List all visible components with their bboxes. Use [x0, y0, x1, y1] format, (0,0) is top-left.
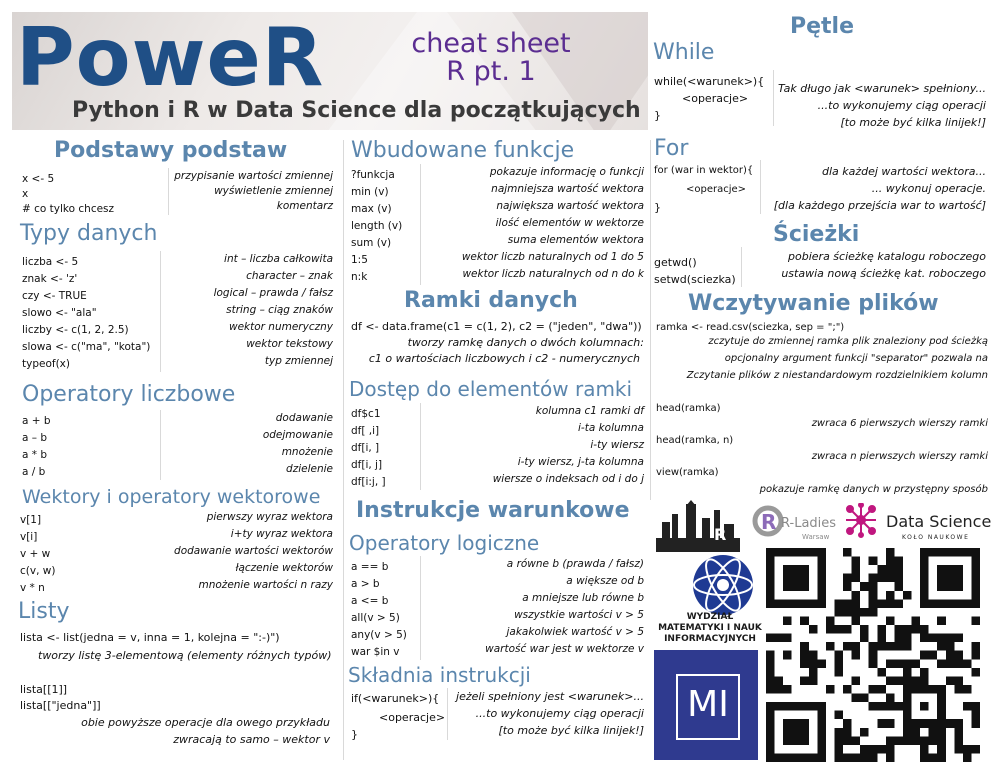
section-title-operatory: Operatory liczbowe [22, 382, 236, 407]
code-description: wektor liczb naturalnych od 1 do 5 [461, 251, 644, 263]
code-snippet: n:k [351, 271, 368, 283]
code-snippet: df[i:j, ] [351, 476, 386, 488]
column-divider [650, 140, 651, 500]
code-snippet: a / b [22, 466, 46, 478]
divider [447, 688, 448, 740]
code-snippet: df[i, j] [351, 459, 383, 471]
code-snippet: v + w [20, 548, 51, 560]
path-desc: pobiera ścieżkę katalogu roboczego [788, 250, 986, 263]
faculty-line: MATEMATYKI I NAUK [658, 623, 762, 633]
read-desc: pokazuje ramkę danych w przystępny sposób [759, 484, 988, 495]
section-title-wbudowane: Wbudowane funkcje [351, 138, 575, 163]
code-description: komentarz [276, 200, 333, 212]
code-description: wartość war jest w wektorze v [485, 643, 644, 655]
code-description: string – ciąg znaków [226, 304, 333, 316]
section-title-typy: Typy danych [20, 221, 158, 246]
column-divider [343, 140, 344, 760]
code-snippet: a <= b [351, 595, 389, 607]
cheat-line-2: R pt. 1 [446, 56, 536, 87]
code-snippet: a * b [22, 449, 48, 461]
code-description: a mniejsze lub równe b [522, 592, 644, 604]
code-description: mnożenie wartości n razy [198, 579, 333, 591]
code-snippet: min (v) [351, 186, 389, 198]
code-snippet: slowa <- c("ma", "kota") [22, 341, 151, 353]
faculty-name [654, 612, 766, 645]
while-code: while(<warunek>){ [654, 75, 765, 88]
code-snippet: all(v > 5) [351, 612, 400, 624]
frame-desc: c1 o wartościach liczbowych i c2 - numerycznych [368, 352, 640, 365]
for-desc: dla każdej wartości wektora... [821, 165, 986, 178]
section-title-petle: Pętle [790, 14, 855, 39]
cheat-sheet-title [406, 30, 576, 86]
code-description: suma elementów wektora [507, 234, 644, 246]
code-description: mnożenie [281, 446, 333, 458]
list-code: lista[["jedna"]] [20, 699, 101, 712]
code-description: wektor liczb naturalnych od n do k [462, 268, 644, 280]
section-title-skladnia: Składnia instrukcji [348, 663, 531, 687]
code-snippet: # co tylko chcesz [22, 203, 115, 215]
banner-subtitle: Python i R w Data Science dla początkujących [72, 98, 641, 123]
code-description: i-ty wiersz, j-ta kolumna [517, 456, 644, 468]
code-snippet: war $in v [351, 646, 400, 658]
section-title-ramki: Ramki danych [404, 288, 578, 313]
code-snippet: a + b [22, 415, 51, 427]
for-code: for (war in wektor){ [654, 165, 754, 176]
section-title-sciezki: Ścieżki [773, 222, 860, 247]
code-snippet: v[1] [20, 514, 42, 526]
header-banner [12, 12, 648, 130]
qr-code[interactable] [766, 548, 980, 762]
rladies-city: Warsaw [802, 533, 830, 541]
code-snippet: any(v > 5) [351, 629, 407, 641]
if-desc: [to może być kilka linijek!] [498, 724, 644, 737]
list-desc: tworzy listę 3-elementową (elementy różnych typów) [38, 649, 332, 662]
code-snippet: x [22, 188, 29, 200]
code-snippet: slowo <- "ala" [22, 307, 97, 319]
code-description: wszystkie wartości v > 5 [514, 609, 644, 621]
code-snippet: a – b [22, 432, 48, 444]
if-desc: ...to wykonujemy ciąg operacji [475, 707, 644, 720]
code-description: logical – prawda / fałsz [213, 287, 333, 299]
if-code: } [351, 728, 358, 741]
code-description: a równe b (prawda / fałsz) [506, 558, 644, 570]
code-snippet: df[i, ] [351, 442, 380, 454]
path-desc: ustawia nową ścieżkę kat. roboczego [781, 267, 986, 280]
faculty-emblem [688, 552, 758, 618]
read-desc: zwraca 6 pierwszych wierszy ramki [811, 418, 988, 429]
read-code: ramka <- read.csv(sciezka, sep = ";") [656, 322, 845, 333]
code-description: najmniejsza wartość wektora [491, 183, 644, 195]
frame-code: df <- data.frame(c1 = c(1, 2), c2 = ("jeden", "dwa")) [351, 320, 642, 333]
code-description: a większe od b [566, 575, 644, 587]
section-title-podstawy: Podstawy podstaw [54, 138, 288, 163]
code-snippet: max (v) [351, 203, 392, 215]
code-snippet: ?funkcja [351, 169, 395, 181]
divider [760, 160, 761, 214]
faculty-line: INFORMACYJNYCH [664, 634, 756, 644]
divider [420, 403, 421, 490]
code-description: i-ta kolumna [578, 422, 644, 434]
code-description: wektor tekstowy [246, 338, 333, 350]
code-description: łączenie wektorów [235, 562, 333, 574]
list-desc: zwracają to samo – wektor v [173, 733, 330, 746]
for-code: <operacje> [686, 184, 747, 195]
code-snippet: v[i] [20, 531, 38, 543]
mi-logo [654, 650, 758, 760]
list-code: lista <- list(jedna = v, inna = 1, kolejna = ":-)") [20, 631, 280, 644]
section-title-listy: Listy [18, 599, 70, 624]
read-desc: zczytuje do zmiennej ramka plik znaleziony pod ścieżką [708, 336, 988, 347]
for-code: } [654, 201, 661, 214]
divider [160, 410, 161, 480]
read-code: view(ramka) [656, 467, 719, 478]
code-description: odejmowanie [262, 429, 333, 441]
frame-desc: tworzy ramkę danych o dwóch kolumnach: [407, 336, 644, 349]
list-code: lista[[1]] [20, 683, 68, 696]
code-description: pokazuje informację o funkcji [489, 166, 644, 178]
while-code: <operacje> [682, 92, 749, 105]
while-desc: ...to wykonujemy ciąg operacji [817, 99, 986, 112]
divider [420, 164, 421, 285]
city-skyline-logo [656, 500, 740, 552]
code-snippet: liczba <- 5 [22, 256, 79, 268]
code-snippet: czy <- TRUE [22, 290, 87, 302]
section-title-wczytywanie: Wczytywanie plików [688, 291, 939, 316]
data-science-sublabel: KOŁO NAUKOWE [902, 534, 970, 541]
while-desc: Tak długo jak <warunek> spełniony... [778, 82, 986, 95]
svg-text:R: R [761, 510, 777, 534]
code-description: największa wartość wektora [496, 200, 644, 212]
divider [773, 70, 774, 126]
code-snippet: a == b [351, 561, 389, 573]
read-code: head(ramka, n) [656, 435, 734, 446]
list-desc: obie powyższe operacje dla owego przykładu [81, 716, 330, 729]
divider [160, 251, 161, 372]
divider [420, 556, 421, 660]
for-desc: ... wykonuj operacje. [871, 182, 986, 195]
section-title-while: While [653, 40, 715, 65]
code-description: wiersze o indeksach od i do j [492, 473, 644, 485]
code-snippet: c(v, w) [20, 565, 56, 577]
path-code: getwd() [654, 256, 697, 269]
code-snippet: df[ ,i] [351, 425, 380, 437]
code-description: i+ty wyraz wektora [230, 528, 333, 540]
code-description: wyświetlenie zmiennej [214, 185, 333, 197]
code-snippet: v * n [20, 582, 45, 594]
rladies-label: R-Ladies [781, 516, 837, 531]
code-description: kolumna c1 ramki df [535, 405, 644, 417]
section-title-wektory: Wektory i operatory wektorowe [22, 486, 321, 508]
code-snippet: length (v) [351, 220, 403, 232]
if-desc: jeżeli spełniony jest <warunek>... [456, 690, 644, 703]
section-title-dostep: Dostęp do elementów ramki [349, 377, 633, 401]
while-desc: [to może być kilka linijek!] [840, 116, 986, 129]
code-snippet: typeof(x) [22, 358, 70, 370]
code-description: i-ty wiersz [590, 439, 644, 451]
code-snippet: 1:5 [351, 254, 368, 266]
if-code: if(<warunek>){ [351, 692, 440, 705]
faculty-line: WYDZIAŁ [686, 612, 734, 622]
code-description: character – znak [246, 270, 333, 282]
read-desc: zwraca n pierwszych wierszy ramki [811, 451, 988, 462]
code-snippet: znak <- 'z' [22, 273, 78, 285]
code-description: typ zmiennej [264, 355, 333, 367]
code-description: ilość elementów w wektorze [495, 217, 644, 229]
code-snippet: sum (v) [351, 237, 392, 249]
section-title-logiczne: Operatory logiczne [349, 531, 540, 555]
code-snippet: x <- 5 [22, 173, 55, 185]
code-description: dodawanie wartości wektorów [174, 545, 333, 557]
divider [741, 247, 742, 287]
svg-text:R: R [714, 525, 727, 544]
while-code: } [654, 109, 661, 122]
code-description: wektor numeryczny [228, 321, 333, 333]
code-snippet: liczby <- c(1, 2, 2.5) [22, 324, 129, 336]
code-description: int – liczba całkowita [224, 253, 333, 265]
power-logo: PoweR [16, 12, 325, 104]
divider [168, 168, 169, 215]
code-description: jakakolwiek wartość v > 5 [506, 626, 644, 638]
code-description: pierwszy wyraz wektora [206, 511, 333, 523]
code-description: przypisanie wartości zmiennej [174, 170, 333, 182]
section-title-instrukcje: Instrukcje warunkowe [356, 498, 630, 523]
mi-label: MI [687, 684, 729, 725]
code-description: dodawanie [275, 412, 333, 424]
read-code: head(ramka) [656, 403, 721, 414]
data-science-label: Data Science [886, 512, 992, 531]
code-description: dzielenie [286, 463, 333, 475]
read-desc: Zczytanie plików z niestandardowym rozdzielnikiem kolumn [686, 370, 988, 381]
data-science-logo [844, 503, 994, 547]
for-desc: [dla każdego przejścia war to wartość] [773, 199, 986, 212]
if-code: <operacje> [379, 711, 446, 724]
section-title-for: For [654, 136, 689, 161]
path-code: setwd(sciezka) [654, 273, 736, 286]
read-desc: opcjonalny argument funkcji "separator" pozwala na [724, 353, 988, 364]
code-snippet: df$c1 [351, 408, 381, 420]
code-snippet: a > b [351, 578, 380, 590]
cheat-line-1: cheat sheet [411, 28, 571, 59]
rladies-logo [748, 505, 844, 545]
